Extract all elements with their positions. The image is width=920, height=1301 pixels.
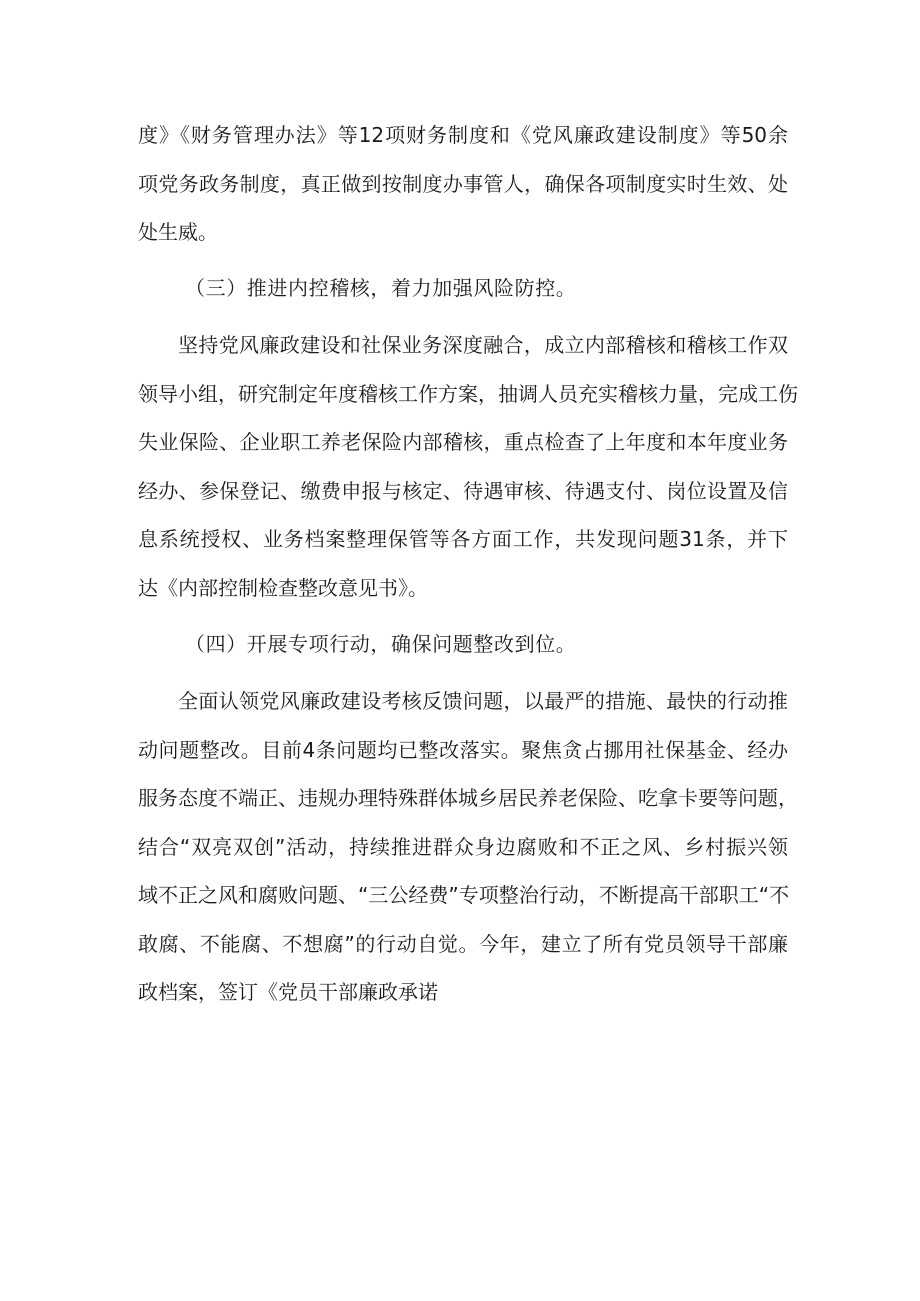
paragraph-1-line-2: 项党务政务制度，真正做到按制度办事管人，确保各项制度实时生效、处 [138, 172, 788, 196]
paragraph-3-line-4: 结合“双亮双创”活动，持续推进群众身边腐败和不正之风、乡村振兴领 [138, 835, 788, 859]
paragraph-2-line-3: 失业保险、企业职工养老保险内部稽核，重点检查了上年度和本年度业务 [138, 430, 788, 454]
paragraph-3-line-7: 政档案，签订《党员干部廉政承诺 [138, 980, 438, 1004]
paragraph-2-line-2: 领导小组，研究制定年度稽核工作方案，抽调人员充实稽核力量，完成工伤 [138, 382, 798, 406]
paragraph-2-line-1: 坚持党风廉政建设和社保业务深度融合，成立内部稽核和稽核工作双 [178, 333, 788, 357]
paragraph-2-line-6: 达《内部控制检查整改意见书》。 [138, 576, 428, 600]
paragraph-1-line-3: 处生威。 [138, 220, 218, 244]
paragraph-3-line-2: 动问题整改。目前4条问题均已整改落实。聚焦贪占挪用社保基金、经办 [138, 738, 788, 762]
paragraph-2-line-4: 经办、参保登记、缴费申报与核定、待遇审核、待遇支付、岗位设置及信 [138, 479, 788, 503]
paragraph-2-line-5: 息系统授权、业务档案整理保管等各方面工作，共发现问题31条，并下 [138, 527, 788, 551]
section-heading-4: （四）开展专项行动，确保问题整改到位。 [185, 632, 577, 656]
paragraph-3-line-6: 敢腐、不能腐、不想腐”的行动自觉。今年，建立了所有党员领导干部廉 [138, 932, 788, 956]
paragraph-3-line-3: 服务态度不端正、违规办理特殊群体城乡居民养老保险、吃拿卡要等问题， [138, 786, 798, 810]
paragraph-3-line-5: 域不正之风和腐败问题、“三公经费”专项整治行动，不断提高干部职工“不 [138, 883, 790, 907]
paragraph-1-line-1: 度》《财务管理办法》等12项财务制度和《党风廉政建设制度》等50余 [138, 123, 788, 147]
paragraph-3-line-1: 全面认领党风廉政建设考核反馈问题，以最严的措施、最快的行动推 [178, 689, 788, 713]
section-heading-3: （三）推进内控稽核，着力加强风险防控。 [185, 276, 577, 300]
